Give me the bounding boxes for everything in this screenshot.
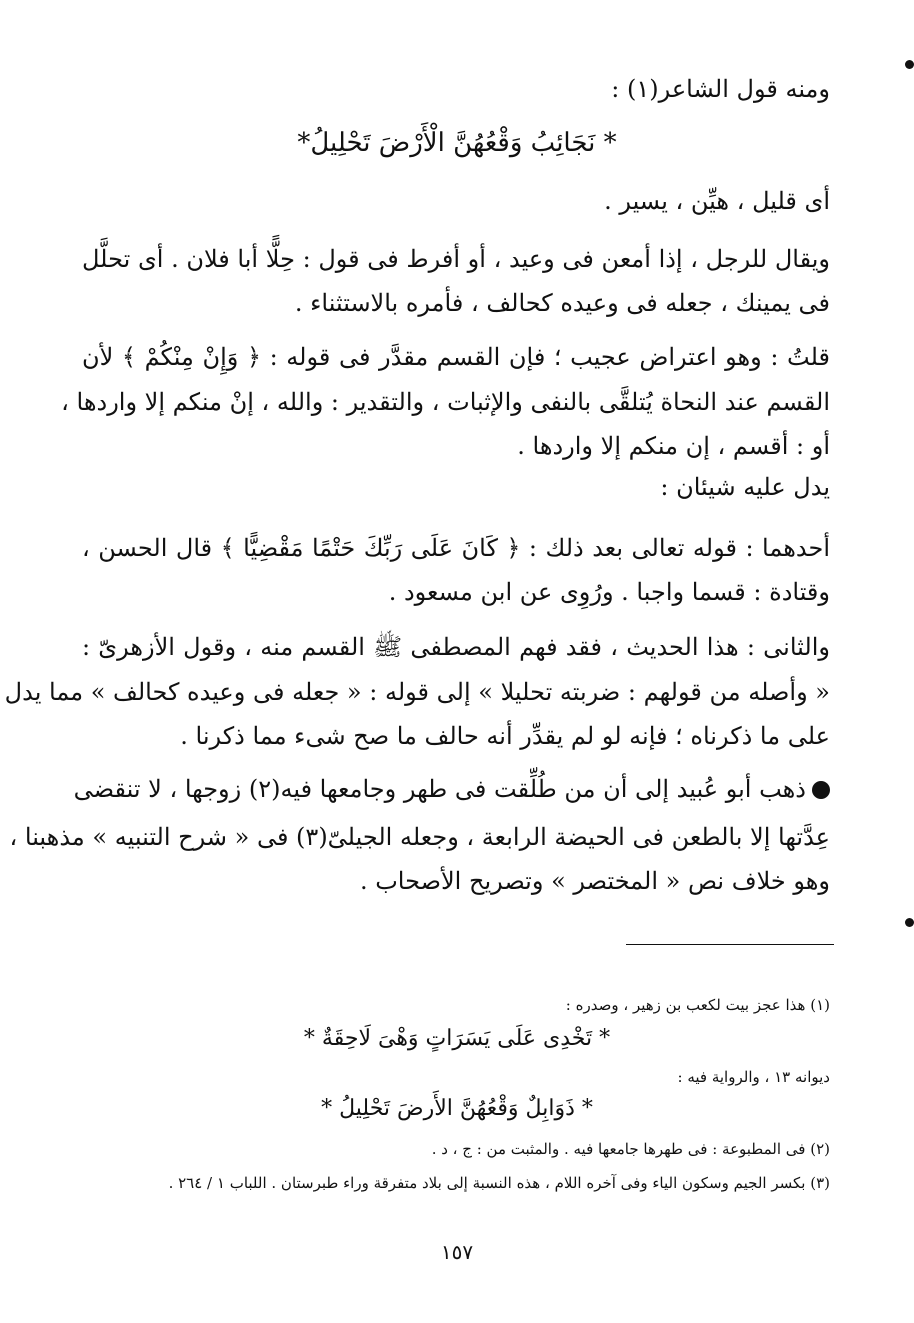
scan-mark xyxy=(905,918,914,927)
paragraph-6-line-2: عِدَّتها إلا بالطعن فى الحيضة الرابعة ، وجعله الجيلىّ(٣) فى « شرح التنبيه » مذهبنا ، xyxy=(9,823,830,851)
footnote-2: (٢) فى المطبوعة : فى طهرها جامعها فيه . والمثبت من : ج ، د . xyxy=(431,1140,830,1158)
paragraph-3-line-4: يدل عليه شيئان : xyxy=(660,473,830,501)
paragraph-2-line-1: ويقال للرجل ، إذا أمعن فى وعيد ، أو أفرط فى قول : حِلًّا أبا فلان . أى تحلَّل xyxy=(82,245,830,273)
footnote-divider xyxy=(626,944,834,945)
paragraph-5-line-2: « وأصله من قولهم : ضربته تحليلا » إلى قوله : « جعله فى وعيده كحالف » مما يدل xyxy=(4,678,830,706)
intro-line: ومنه قول الشاعر(١) : xyxy=(611,75,830,103)
paragraph-5-line-1: والثانى : هذا الحديث ، فقد فهم المصطفى ﷺ القسم منه ، وقول الأزهرىّ : xyxy=(82,633,830,661)
footnote-3: (٣) بكسر الجيم وسكون الياء وفى آخره اللام ، هذه النسبة إلى بلاد متفرقة وراء طبرستان . اللباب ١ / ٢٦٤ . xyxy=(168,1174,830,1192)
scan-mark xyxy=(905,60,914,69)
paragraph-5-line-3: على ما ذكرناه ؛ فإنه لو لم يقدِّر أنه حالف ما صح شىء مما ذكرنا . xyxy=(180,722,830,750)
verse-line: * نَجَائِبُ وَقْعُهُنَّ الْأَرْضَ تَحْلِيلُ* xyxy=(297,128,617,158)
paragraph-4-line-2: وقتادة : قسما واجبا . ورُوِى عن ابن مسعود . xyxy=(388,578,830,606)
paragraph-4-line-1: أحدهما : قوله تعالى بعد ذلك : ﴿ كَانَ عَلَى رَبِّكَ حَتْمًا مَقْضِيًّا ﴾ قال الحسن ، xyxy=(82,534,830,562)
paragraph-3-line-1: قلتُ : وهو اعتراض عجيب ؛ فإن القسم مقدَّر فى قوله : ﴿ وَإِنْ مِنْكُمْ ﴾ لأن xyxy=(82,343,830,371)
footnote-1-verse-1: * تَخْدِى عَلَى يَسَرَاتٍ وَهْىَ لَاحِقَةٌ * xyxy=(303,1026,611,1051)
paragraph-3-line-2: القسم عند النحاة يُتلقَّى بالنفى والإثبات ، والتقدير : والله ، إنْ منكم إلا واردها ، xyxy=(61,388,830,416)
paragraph-6-line-3: وهو خلاف نص « المختصر » وتصريح الأصحاب . xyxy=(359,867,830,895)
paragraph-2-line-2: فى يمينك ، جعله فى وعيده كحالف ، فأمره بالاستثناء . xyxy=(294,289,830,317)
paragraph-1: أى قليل ، هيِّن ، يسير . xyxy=(604,187,830,215)
page-number: ١٥٧ xyxy=(440,1240,474,1264)
paragraph-3-line-3: أو : أقسم ، إن منكم إلا واردها . xyxy=(517,432,830,460)
footnote-1-source: ديوانه ١٣ ، والرواية فيه : xyxy=(677,1068,830,1086)
footnote-1-verse-2: * ذَوَابِلٌ وَقْعُهُنَّ الأَرضَ تَحْلِيلُ * xyxy=(321,1096,593,1121)
footnote-1: (١) هذا عجز بيت لكعب بن زهير ، وصدره : xyxy=(565,996,830,1014)
bullet-icon xyxy=(812,781,830,799)
paragraph-6-line-1-text: ذهب أبو عُبيد إلى أن من طُلِّقت فى طهر وجامعها فيه(٢) زوجها ، لا تنقضى xyxy=(73,775,806,803)
paragraph-6-line-1 xyxy=(73,772,830,806)
